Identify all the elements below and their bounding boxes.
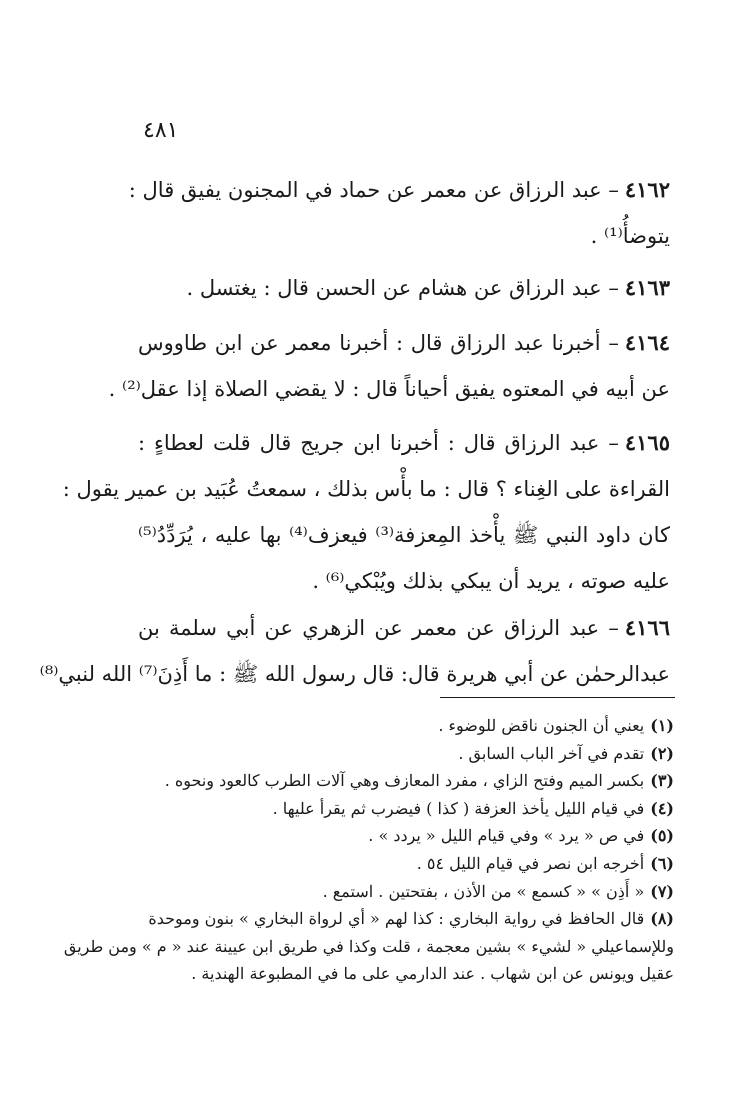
hadith-4162	[128, 167, 670, 259]
hadith-number: ٤١٦٤	[624, 330, 670, 355]
footnote	[138, 712, 674, 740]
hadith-text: – عبد الرزاق قال : أخبرنا ابن جريج قال قلت لعطاءٍ :	[138, 431, 619, 455]
footnote-divider	[440, 697, 675, 698]
footnote-text: وللإسماعيلي « لشيء » بشين معجمة ، قلت وكذا في طريق ابن عيينة عند « م » ومن طريق	[63, 936, 674, 956]
hadith-line	[128, 167, 670, 213]
footnote	[138, 822, 674, 850]
hadith-line	[138, 605, 670, 651]
footnote	[138, 795, 674, 823]
footnote-number: (١)	[650, 716, 674, 735]
footnote-text: في ص « يرد » وفي قيام الليل « يردد » .	[368, 826, 645, 846]
footnote-text: قال الحافظ في رواية البخاري : كذا لهم « أي لرواة البخاري » بنون وموحدة	[148, 909, 645, 929]
footnote-number: (٧)	[650, 881, 674, 901]
hadith-number: ٤١٦٣	[624, 275, 670, 300]
hadith-line	[138, 320, 670, 366]
footnote-number: (٥)	[650, 826, 674, 846]
footnote-text: في قيام الليل يأخذ العزفة ( كذا ) فيضرب ثم يقرأ عليها .	[272, 798, 645, 818]
hadith-number: ٤١٦٦	[624, 615, 670, 640]
footnote-continuation	[138, 960, 674, 988]
hadith-4164	[108, 320, 670, 412]
footnote-text: عقيل ويونس عن ابن شهاب . عند الدارمي على ما في المطبوعة الهندية .	[191, 964, 674, 984]
hadith-text: – عبد الرزاق عن هشام عن الحسن قال : يغتسل .	[186, 276, 619, 300]
hadith-4163	[138, 265, 670, 311]
hadith-line	[138, 420, 670, 466]
footnotes	[63, 712, 674, 988]
footnote-number: (٨)	[650, 909, 674, 929]
footnote-text: يعني أن الجنون ناقض للوضوء .	[438, 716, 645, 735]
hadith-line: كان داود النبي ﷺ يأْخذ المِعزفة⁽³⁾ فيعزف⁽⁴⁾ بها عليه ، يُرَدِّدُ⁽⁵⁾	[138, 523, 670, 547]
footnote-text: تقدم في آخر الباب السابق .	[458, 743, 645, 763]
hadith-4166	[39, 605, 670, 697]
footnote	[138, 905, 674, 933]
footnote-number: (٦)	[650, 853, 674, 873]
hadith-text: – أخبرنا عبد الرزاق قال : أخبرنا معمر عن ابن طاووس	[138, 331, 619, 355]
footnote	[138, 740, 674, 768]
footnote-number: (٣)	[650, 771, 674, 791]
footnote-text: « أَذِن » « كسمع » من الأذن ، بفتحتين . استمع .	[322, 881, 645, 901]
hadith-line: القراءة على الغِناء ؟ قال : ما بأْس بذلك ، سمعتُ عُبَيد بن عمير يقول :	[62, 477, 670, 501]
hadith-line: عن أبيه في المعتوه يفيق أحياناً قال : لا يقضي الصلاة إذا عقل⁽²⁾ .	[108, 377, 670, 401]
footnote-text: بكسر الميم وفتح الزاي ، مفرد المعازف وهي آلات الطرب كالعود ونحوه .	[164, 771, 645, 791]
footnote	[138, 850, 674, 878]
footnote	[138, 767, 674, 795]
footnote-number: (٢)	[650, 743, 674, 763]
hadith-text: – عبد الرزاق عن معمر عن الزهري عن أبي سلمة بن	[138, 616, 619, 640]
hadith-line: عبدالرحمٰن عن أبي هريرة قال: قال رسول الله ﷺ : ما أَذِنَ⁽⁷⁾ الله لنبي⁽⁸⁾	[39, 662, 670, 686]
footnote	[138, 878, 674, 906]
hadith-line: عليه صوته ، يريد أن يبكي بذلك ويُبْكي⁽⁶⁾ .	[312, 569, 670, 593]
hadith-line	[138, 265, 670, 311]
hadith-number: ٤١٦٢	[624, 177, 670, 202]
footnote-continuation	[63, 933, 674, 961]
footnote-text: أخرجه ابن نصر في قيام الليل ٥٤ .	[416, 853, 645, 873]
hadith-number: ٤١٦٥	[624, 430, 670, 455]
hadith-text: – عبد الرزاق عن معمر عن حماد في المجنون يفيق قال :	[128, 178, 619, 202]
hadith-line: يتوضأُ⁽¹⁾ .	[590, 224, 670, 248]
footnote-number: (٤)	[650, 798, 674, 818]
hadith-4165	[62, 420, 670, 604]
page-number: ٤٨١	[143, 118, 179, 143]
